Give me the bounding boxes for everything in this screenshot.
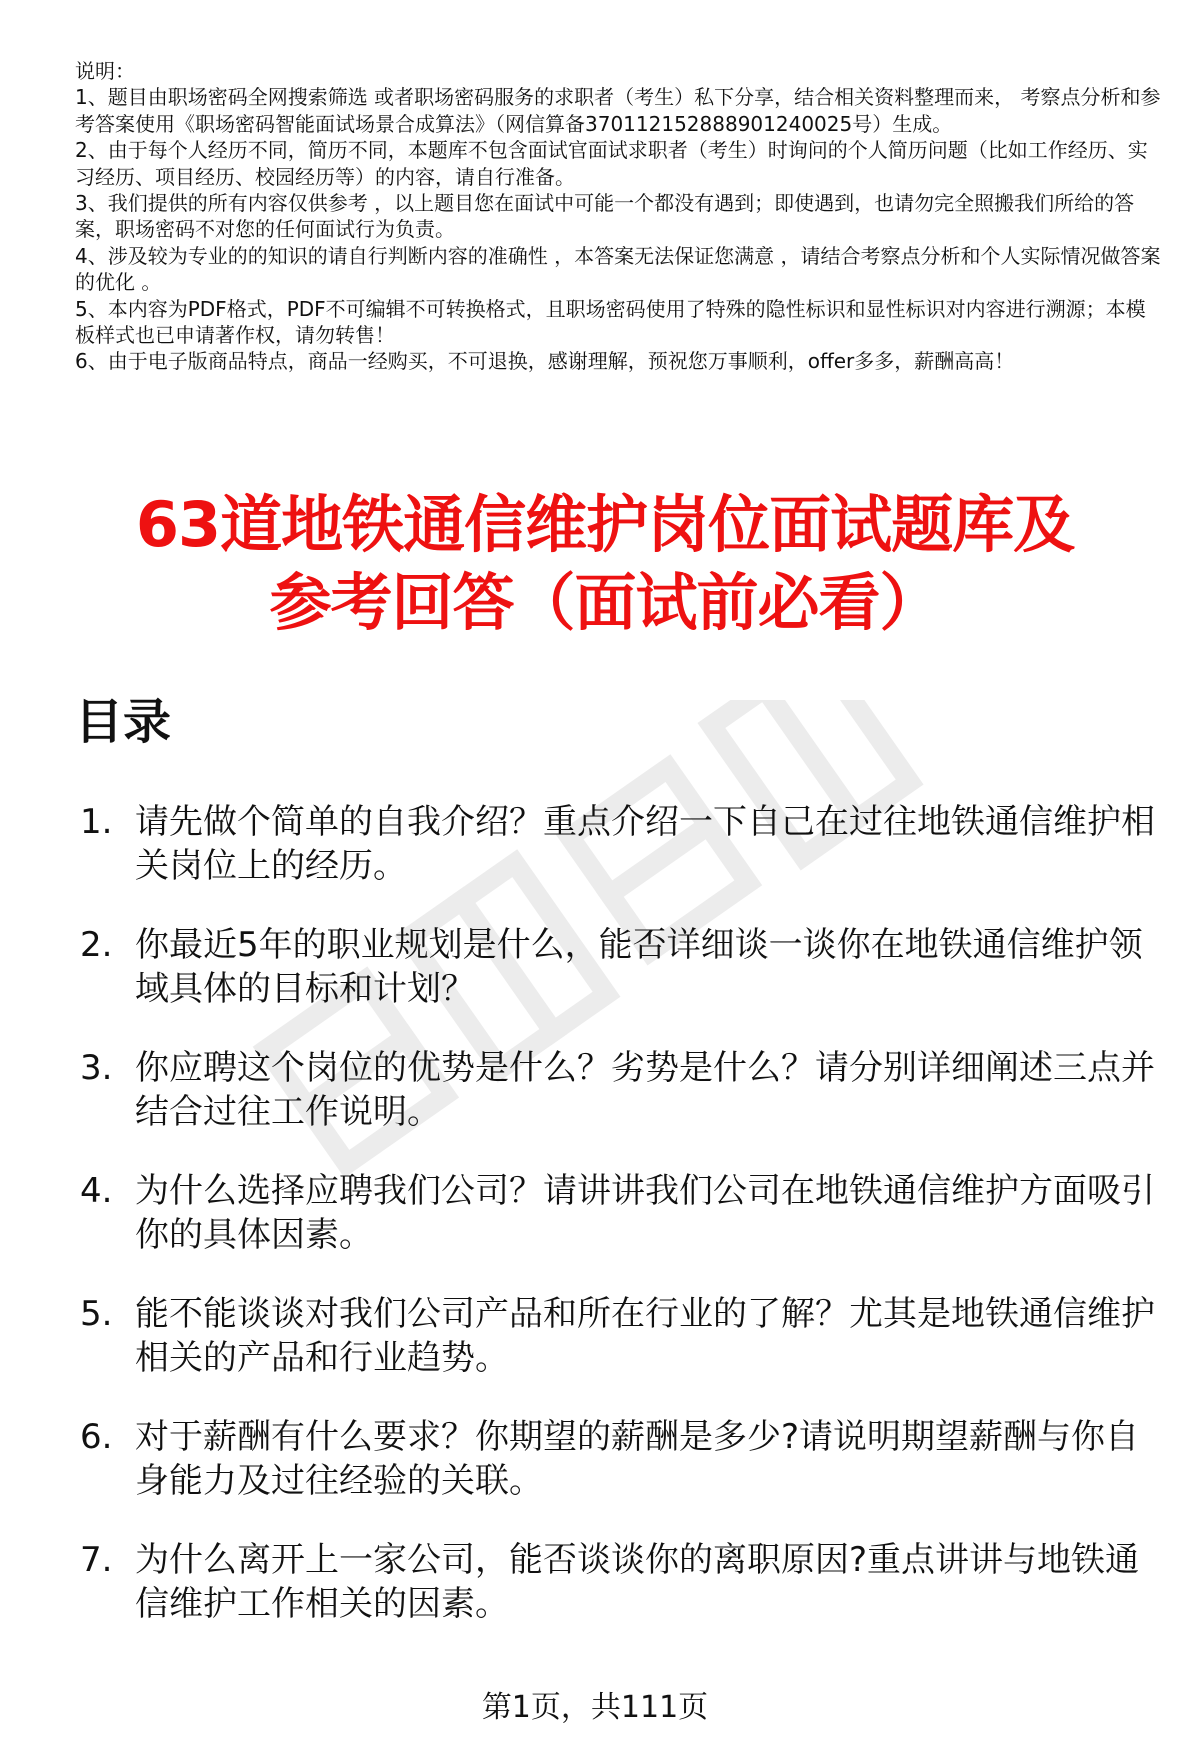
notes-item: 1、题目由职场密码全网搜索筛选 或者职场密码服务的求职者（考生）私下分享，结合相关资料整理而来， 考察点分析和参考答案使用《职场密码智能面试场景合成算法》（网信算备370112152888901240025号）生成。 <box>75 85 1161 136</box>
title-line-2: 参考回答（面试前必看） <box>269 566 941 639</box>
toc-item[interactable] <box>75 923 1170 1046</box>
toc-item-number: 7. <box>80 1540 113 1580</box>
toc-item[interactable] <box>75 1169 1170 1292</box>
notes-item: 2、由于每个人经历不同，简历不同，本题库不包含面试官面试求职者（考生）时询问的个人简历问题（比如工作经历、实习经历、项目经历、校园经历等）的内容，请自行准备。 <box>75 138 1148 189</box>
toc-item-number: 4. <box>80 1171 113 1211</box>
page-number: 第1页，共111页 <box>481 1690 709 1725</box>
toc-item[interactable] <box>75 1292 1170 1415</box>
toc-item-number: 6. <box>80 1417 113 1457</box>
toc-item-text: 为什么选择应聘我们公司？请讲讲我们公司在地铁通信维护方面吸引你的具体因素。 <box>135 1171 1155 1255</box>
toc-list <box>75 800 1170 1661</box>
toc-item-number: 2. <box>80 925 113 965</box>
document-title <box>75 486 1135 642</box>
notes-item: 4、涉及较为专业的的知识的请自行判断内容的准确性 ，本答案无法保证您满意 ，请结合考察点分析和个人实际情况做答案的优化 。 <box>75 243 1161 295</box>
toc-item-number: 1. <box>80 802 113 842</box>
toc-heading: 目录 <box>75 694 172 750</box>
disclaimer-notes <box>75 58 1165 375</box>
toc-item[interactable] <box>75 1415 1170 1538</box>
toc-item[interactable] <box>75 800 1170 923</box>
toc-item-text: 请先做个简单的自我介绍？重点介绍一下自己在过往地铁通信维护相关岗位上的经历。 <box>135 802 1155 886</box>
notes-heading: 说明： <box>75 59 135 83</box>
toc-item-text: 对于薪酬有什么要求？你期望的薪酬是多少?请说明期望薪酬与你自身能力及过往经验的关联。 <box>135 1417 1140 1501</box>
toc-item-number: 5. <box>80 1294 113 1334</box>
notes-item: 6、由于电子版商品特点，商品一经购买，不可退换，感谢理解，预祝您万事顺利，offer多多，薪酬高高！ <box>75 349 1015 374</box>
notes-item: 3、我们提供的所有内容仅供参考 ，以上题目您在面试中可能一个都没有遇到；即使遇到，也请勿完全照搬我们所给的答案，职场密码不对您的任何面试行为负责。 <box>75 191 1135 242</box>
toc-item[interactable] <box>75 1538 1170 1661</box>
toc-item-text: 为什么离开上一家公司，能否谈谈你的离职原因?重点讲讲与地铁通信维护工作相关的因素。 <box>135 1540 1140 1624</box>
toc-item[interactable] <box>75 1046 1170 1169</box>
toc-item-text: 你最近5年的职业规划是什么，能否详细谈一谈你在地铁通信维护领域具体的目标和计划？ <box>135 925 1143 1009</box>
toc-item-number: 3. <box>80 1048 113 1088</box>
toc-item-text: 能不能谈谈对我们公司产品和所在行业的了解？尤其是地铁通信维护相关的产品和行业趋势。 <box>135 1294 1155 1378</box>
toc-item-text: 你应聘这个岗位的优势是什么？劣势是什么？请分别详细阐述三点并结合过往工作说明。 <box>135 1048 1155 1132</box>
notes-item: 5、本内容为PDF格式，PDF不可编辑不可转换格式，且职场密码使用了特殊的隐性标识和显性标识对内容进行溯源；本模板样式也已申请著作权，请勿转售！ <box>75 296 1146 348</box>
title-line-1: 63道地铁通信维护岗位面试题库及 <box>135 488 1075 561</box>
